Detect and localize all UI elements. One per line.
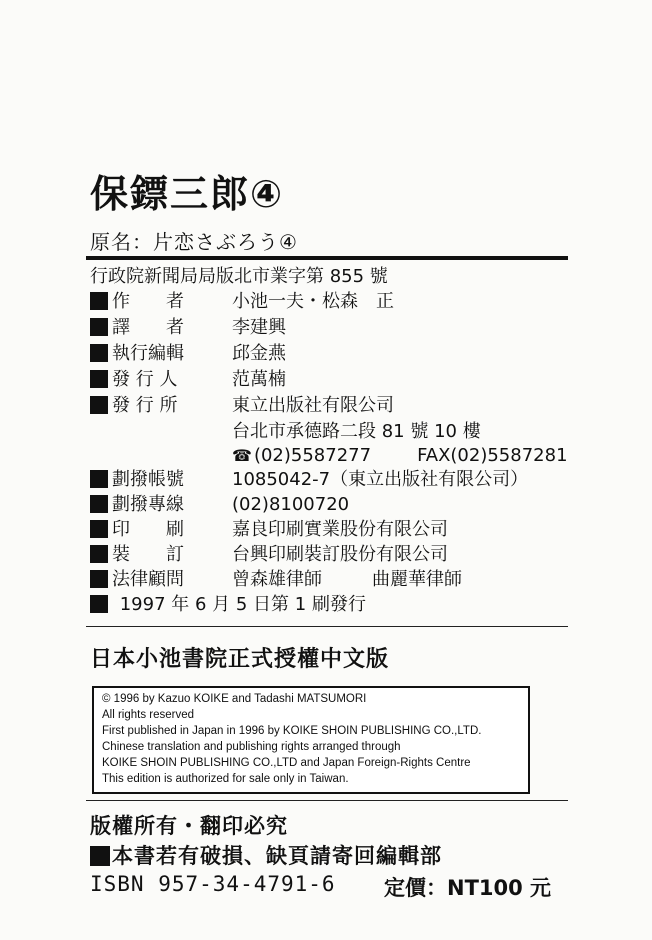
- credit-label: 發 行 人: [112, 369, 178, 390]
- detail-row-binder: [90, 542, 448, 568]
- copyright-line: This edition is authorized for sale only in Taiwan.: [102, 773, 349, 785]
- copyright-line: KOIKE SHOIN PUBLISHING CO.,LTD and Japan Foreign-Rights Centre: [102, 757, 471, 769]
- bullet-square: [90, 570, 108, 588]
- credit-value: 李建興: [232, 317, 286, 338]
- credit-value: 小池一夫・松森 正: [232, 291, 394, 312]
- credit-label: 作 者: [112, 291, 184, 312]
- detail-value: (02)8100720: [232, 494, 350, 515]
- credit-label: 譯 者: [112, 317, 184, 338]
- bullet-square: [90, 545, 108, 563]
- bullet-square: [90, 470, 108, 488]
- detail-label: 裝 訂: [112, 544, 184, 565]
- detail-label: 法律顧問: [112, 569, 184, 590]
- bullet-square: [90, 370, 108, 388]
- publisher-phone: (02)5587277: [253, 445, 372, 466]
- credit-label: 發 行 所: [112, 395, 178, 416]
- section-divider: [86, 800, 568, 801]
- copyright-line: Chinese translation and publishing rights arranged through: [102, 741, 401, 753]
- detail-row-legal: [90, 567, 462, 593]
- price: 定價：NT100 元: [384, 876, 552, 900]
- isbn: ISBN 957-34-4791-6: [90, 872, 336, 896]
- legal-counsel-1: 曾森雄律師: [232, 569, 322, 590]
- copyright-line: First published in Japan in 1996 by KOIKE SHOIN PUBLISHING CO.,LTD.: [102, 725, 482, 737]
- bullet-square: [90, 344, 108, 362]
- detail-value: 1085042-7（東立出版社有限公司）: [232, 469, 529, 490]
- legal-counsel-2: 曲麗華律師: [372, 569, 462, 590]
- credit-row-author: [90, 289, 394, 315]
- damage-notice: 本書若有破損、缺頁請寄回編輯部: [112, 844, 442, 868]
- book-title: 保鏢三郎④: [90, 172, 285, 216]
- rights-reserved: 版權所有・翻印必究: [90, 814, 288, 838]
- credit-value: 邱金燕: [232, 343, 286, 364]
- bullet-square: [90, 292, 108, 310]
- copyright-box: [92, 686, 530, 794]
- publisher-fax: FAX(02)5587281: [417, 445, 568, 466]
- bullet-square: [90, 318, 108, 336]
- credit-row-translator: [90, 315, 286, 341]
- print-date: 1997 年 6 月 5 日第 1 刷發行: [119, 594, 366, 615]
- detail-row-hotline: [90, 492, 350, 518]
- title-divider: [86, 256, 568, 260]
- credit-value: 范萬楠: [232, 369, 286, 390]
- bullet-square: [90, 396, 108, 414]
- copyright-line: All rights reserved: [102, 709, 195, 721]
- publisher-address: 台北市承德路二段 81 號 10 樓: [232, 421, 481, 442]
- credit-row-issuer: [90, 367, 286, 393]
- copyright-line: © 1996 by Kazuo KOIKE and Tadashi MATSUMORI: [102, 693, 367, 705]
- detail-value: 台興印刷裝訂股份有限公司: [232, 544, 448, 565]
- credit-row-publisher: [90, 393, 394, 419]
- section-divider: [86, 626, 568, 627]
- phone-icon: ☎: [232, 446, 252, 465]
- detail-row-account: [90, 467, 529, 493]
- bullet-square: [90, 846, 110, 866]
- bullet-square: [90, 595, 108, 613]
- credit-row-editor: [90, 341, 286, 367]
- detail-value: 嘉良印刷實業股份有限公司: [232, 519, 448, 540]
- bullet-square: [90, 495, 108, 513]
- credit-label: 執行編輯: [112, 343, 184, 364]
- detail-label: 劃撥專線: [112, 494, 184, 515]
- detail-label: 印 刷: [112, 519, 184, 540]
- license-number: 行政院新聞局局版北市業字第 855 號: [90, 266, 388, 287]
- edition-statement: 日本小池書院正式授權中文版: [90, 647, 390, 672]
- bullet-square: [90, 520, 108, 538]
- publisher-contact: [232, 443, 568, 469]
- original-title: 原名：片恋さぶろう④: [90, 230, 298, 254]
- print-date-row: [90, 592, 366, 618]
- credit-value: 東立出版社有限公司: [232, 395, 394, 416]
- detail-row-printer: [90, 517, 448, 543]
- detail-label: 劃撥帳號: [112, 469, 184, 490]
- damage-notice-row: [90, 840, 442, 870]
